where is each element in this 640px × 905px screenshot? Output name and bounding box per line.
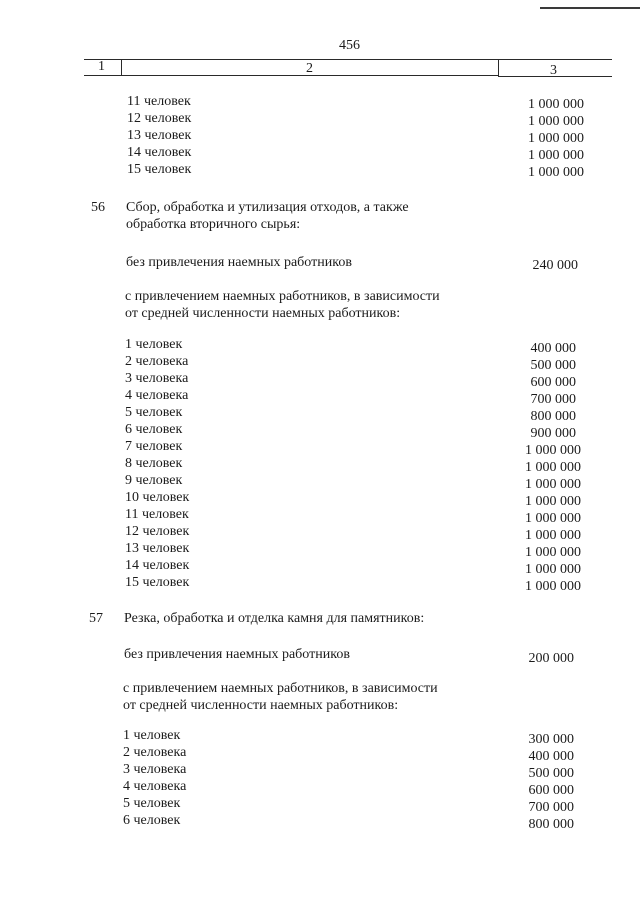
header-divider-2 (498, 59, 499, 77)
item-title: Резка, обработка и отделка камня для памятников: (124, 611, 425, 626)
employee-count-value: 800 000 (528, 817, 574, 832)
employee-count-label: 12 человек (125, 524, 190, 539)
employee-count-label: 7 человек (125, 439, 183, 454)
employee-count-value: 600 000 (528, 783, 574, 798)
with-employees-heading: от средней численности наемных работников: (125, 306, 401, 321)
carry-over-value: 1 000 000 (528, 114, 584, 129)
without-employees-label: без привлечения наемных работников (126, 255, 352, 270)
employee-count-label: 3 человека (125, 371, 189, 386)
employee-count-label: 8 человек (125, 456, 183, 471)
carry-over-label: 11 человек (127, 94, 191, 109)
employee-count-value: 700 000 (528, 800, 574, 815)
employee-count-label: 5 человек (123, 796, 181, 811)
employee-count-value: 900 000 (530, 426, 576, 441)
employee-count-value: 1 000 000 (525, 528, 581, 543)
item-title: обработка вторичного сырья: (126, 217, 301, 232)
employee-count-label: 3 человека (123, 762, 187, 777)
header-col-2: 2 (306, 61, 313, 76)
employee-count-value: 1 000 000 (525, 579, 581, 594)
employee-count-value: 400 000 (530, 341, 576, 356)
employee-count-value: 1 000 000 (525, 511, 581, 526)
employee-count-value: 1 000 000 (525, 443, 581, 458)
header-bottom-rule (84, 75, 498, 76)
without-employees-value: 240 000 (532, 258, 578, 273)
employee-count-label: 4 человека (123, 779, 187, 794)
header-col-1: 1 (98, 59, 105, 74)
employee-count-value: 800 000 (530, 409, 576, 424)
item-title: Сбор, обработка и утилизация отходов, а также (126, 200, 409, 215)
employee-count-value: 1 000 000 (525, 477, 581, 492)
employee-count-label: 11 человек (125, 507, 189, 522)
carry-over-value: 1 000 000 (528, 131, 584, 146)
employee-count-label: 1 человек (125, 337, 183, 352)
employee-count-label: 2 человека (125, 354, 189, 369)
header-divider-1 (121, 59, 122, 75)
carry-over-label: 12 человек (127, 111, 192, 126)
employee-count-label: 13 человек (125, 541, 190, 556)
without-employees-label: без привлечения наемных работников (124, 647, 350, 662)
employee-count-label: 10 человек (125, 490, 190, 505)
employee-count-value: 700 000 (530, 392, 576, 407)
employee-count-label: 1 человек (123, 728, 181, 743)
employee-count-label: 4 человека (125, 388, 189, 403)
employee-count-label: 14 человек (125, 558, 190, 573)
employee-count-value: 600 000 (530, 375, 576, 390)
page-number: 456 (339, 38, 360, 53)
employee-count-value: 500 000 (530, 358, 576, 373)
employee-count-value: 1 000 000 (525, 494, 581, 509)
employee-count-value: 500 000 (528, 766, 574, 781)
employee-count-label: 2 человека (123, 745, 187, 760)
item-number: 56 (91, 200, 105, 215)
header-col-3: 3 (550, 63, 557, 78)
carry-over-value: 1 000 000 (528, 165, 584, 180)
without-employees-value: 200 000 (528, 651, 574, 666)
top-border-mark (540, 7, 640, 9)
employee-count-value: 1 000 000 (525, 562, 581, 577)
employee-count-label: 9 человек (125, 473, 183, 488)
employee-count-value: 1 000 000 (525, 460, 581, 475)
carry-over-value: 1 000 000 (528, 97, 584, 112)
employee-count-label: 5 человек (125, 405, 183, 420)
employee-count-value: 400 000 (528, 749, 574, 764)
with-employees-heading: с привлечением наемных работников, в зависимости (125, 289, 440, 304)
employee-count-value: 300 000 (528, 732, 574, 747)
carry-over-label: 14 человек (127, 145, 192, 160)
header-top-rule (84, 59, 612, 60)
carry-over-label: 15 человек (127, 162, 192, 177)
employee-count-label: 15 человек (125, 575, 190, 590)
employee-count-label: 6 человек (123, 813, 181, 828)
item-number: 57 (89, 611, 103, 626)
carry-over-value: 1 000 000 (528, 148, 584, 163)
with-employees-heading: с привлечением наемных работников, в зависимости (123, 681, 438, 696)
employee-count-value: 1 000 000 (525, 545, 581, 560)
carry-over-label: 13 человек (127, 128, 192, 143)
employee-count-label: 6 человек (125, 422, 183, 437)
with-employees-heading: от средней численности наемных работников: (123, 698, 399, 713)
